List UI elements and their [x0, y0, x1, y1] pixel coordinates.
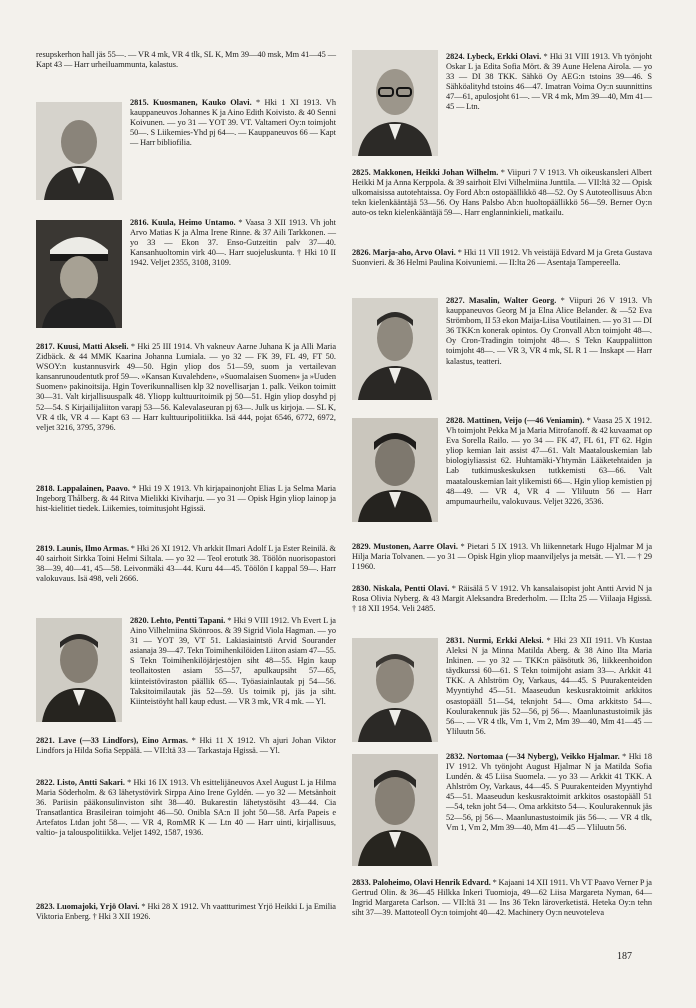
entry-2832: 2832. Nortomaa (—34 Nyberg), Veikko Hjalmar. * Hki 18 IV 1912. Vh työnjoht August Hjalmar N ja Matilda Sofia Lundén. & 45 Liisa Suomela. — yo 33 — Arkkit 41 TKK. A Ahlström Oy, Varkaus, 44—45. S Puurakenteiden Myyntiyhd 45—51. Maaseudun keskusraktoimit arkkitos osastopääll 51—54, tekn joht 54—. Oma arkkitsto 54—. Koulurakennuk jäs 52—56, pj 56—. Maanlunastustoimik jäs 56—. — VR 4 tlk, Vm 1, Vm 2, Mm 39—40, Mm 41—45 — Yliluutn 56.	[446, 752, 652, 832]
entry-2815: 2815. Kuosmanen, Kauko Olavi. * Hki 1 XI 1913. Vh kauppaneuvos Johannes K ja Aino Edith Koivisto. & 40 Senni Koivunen. — yo 31 — YOT 39. VT. Valtameri Oy:n toimjoht 50—. S Liikemies-Yhd pj 64—. — Kauppaneuvos 66 — Kapt — Harr bibliofilia.	[130, 98, 336, 148]
portrait-photo-2832	[352, 754, 438, 866]
portrait-photo-2815	[36, 102, 122, 200]
portrait-photo-2831	[352, 638, 438, 742]
entry-2819: 2819. Launis, Ilmo Armas. * Hki 26 XI 1912. Vh arkkit Ilmari Adolf L ja Ester Reinilä. & 40 sairhoit Sirkka Toini Helmi Siltala. — yo 32 — Teol erotutk 38. Töölön nuorisopastori 38—39, 40—41, 45—58. Leivonmäki 43—44. Kuru 44—45. Töölön I kappal 59—. Harr valokuvaus. Isä 498, veli 2666.	[36, 544, 336, 584]
portrait-photo-2820	[36, 618, 122, 722]
entry-2825: 2825. Makkonen, Heikki Johan Wilhelm. * Viipuri 7 V 1913. Vh oikeuskansleri Albert Heikki M ja Anna Kerppola. & 39 sairhoit Elvi Vilhelmiina Junttila. — VII:ltä 32 — Opisk ulkomaisissa autotehtaissa. Oy Ford Ab:n ostopäällikkö 48—52. Oy S Autoteollisuus Ab:n tekn kielenkääntäjä 53—56. Oy Hans Palsbo Ab:n huoltopäällikkö 56—59. Berner Oy:n auto-os tekn kielenkääntäjä 59—. Harr englanninkieli, matkailu.	[352, 168, 652, 218]
entry-2821: 2821. Lave (—33 Lindfors), Eino Armas. * Hki 11 X 1912. Vh ajuri Johan Viktor Lindfors ja Hilda Sofia Seppälä. — VII:ltä 33 — Tarkastaja Hgissä. — Yl.	[36, 736, 336, 756]
entry-2833: 2833. Paloheimo, Olavi Henrik Edvard. * Kajaani 14 XII 1911. Vh VT Paavo Verner P ja Gertrud Olin. & 36—45 Hilkka Inkeri Tuomioja, 49—62 Liisa Margareta Nyman, 64— Ingrid Margareta Carlson. — VII:ltä 31 — Ins 36 Tekn läroverketistä. Heteka Oy:n tehn siht 37—39. Mattoteoll Oy:n toimjoht 40—42. Machinery Oy:n neuvoteleva	[352, 878, 652, 918]
entry-2817: 2817. Kuusi, Matti Akseli. * Hki 25 III 1914. Vh vakneuv Aarne Juhana K ja Alli Maria Zidbäck. & 44 MMK Kaarina Johanna Lumiala. — yo 32 — FK 39, FL 49, FT 50. WSOY:n kustannusvirk 49—50. Hgin yliop dos 51—59, suom ja vertailevan kansanrunoudentutk prof 59—. »Kansan Kuvalehden», »Suomalaisen Suomen» ja »Uuden Suomen» pakinoitsija. Hgin Toverikunnallisen klp 32 novellisarjan 1. palk. Veikon toimitt 30—31. Valt kirjallisuuspalk 48. Yliopp kulttuuritoimik pj 50—51. Hgin yliop dosyhd pj 52—54. S Kirjailijaliiton varapj 53—56. Kalevalaseuran pj 63—. Julk us kirjoja. — SL K, VR 4 tlk, VR 4 — Kapt 63 — Harr kulttuuripolitiikka. Isä 444, pojat 6546, 6772, 6972, veljet 3216, 3795, 3796.	[36, 342, 337, 432]
portrait-photo-2828	[352, 418, 438, 522]
entry-2829: 2829. Mustonen, Aarre Olavi. * Pietari 5 IX 1913. Vh liikennetark Hugo Hjalmar M ja Hilja Maria Tolvanen. — yo 31 — Opisk Hgin yliop maanviljelys ja metsät. — Yl. — † 29 I 1960.	[352, 542, 652, 572]
entry-2816: 2816. Kuula, Heimo Untamo. * Vaasa 3 XII 1913. Vh joht Arvo Matias K ja Alma Irene Rinne. & 37 Aili Tarkkonen. — yo 33 — Ekon 37. Enso-Gutzeitin palv 37—40. Kansanhuoltomin virk 40—. Harr suojeluskunta. † Hki 10 II 1942. Veljet 2355, 3108, 3109.	[130, 218, 336, 268]
page-number: 187	[617, 951, 632, 962]
entry-2826: 2826. Marja-aho, Arvo Olavi. * Hki 11 VII 1912. Vh veistäjä Edvard M ja Greta Gustava Suonvieri. & 36 Helmi Paulina Koivuniemi. — II:lta 26 — Asentaja Tampereella.	[352, 248, 653, 268]
portrait-photo-2824	[352, 50, 438, 156]
entry-2831: 2831. Nurmi, Erkki Aleksi. * Hki 23 XII 1911. Vh Kustaa Aleksi N ja Minna Matilda Aberg. & 38 Aino Ilta Maria Inkinen. — yo 32 — TKK:n pääsötutk 36, liikkeenhoidon täydkurssi 60—61. S Tekn toimijoht asiam 33—. Arkkit 41 TKK. A Ahlström Oy, Varkaus, 44—45. S Puurakenteiden Myyntiyhd 45—51. Maaseudun keskusraktoimit arkkitos osastopääll 51—54, teknjoht 54—. Oma arkkitsto 54—. Koulurakennuk jäs 52—56, pj 56—. Maanlunastustoimik jäs 56—. — VR 4 tlk, Vm 1, Vm 2, Mm 39—40, Mm 41—45 — Yliluutn 56.	[446, 636, 652, 736]
entry-2824: 2824. Lybeck, Erkki Olavi. * Hki 31 VIII 1913. Vh työnjoht Oskar L ja Edita Sofia Mört. & 39 Aune Helena Airola. — yo 33 — DI 38 TKK. Sähkö Oy AEG:n tstoins 39—46. S Sähköalityhd tstoins 46—47. Imatran Voima Oy:n suunnittins 47—61, apulosjoht 61—. — VR 4 mk, Mm 39—40, Mm 41—45 — Ltn.	[446, 52, 653, 112]
entry-2822: 2822. Listo, Antti Sakari. * Hki 16 IX 1913. Vh esittelijäneuvos Axel August L ja Hilma Maria Söderholm. & 63 lähetystövirk Sirppa Aino Irene Gyldén. — yo 32 — Metsänhoit 36. Pariisin pääkonsulinviston siht 38—40. Bukarestin lähetystösiht 43—44. Cia Transatlantica Brasileiran toimjoht 46—50. Onibla SA:n II joht 50—58. Arfa Papeis e Artefatos Ltdan joht 58—. — VR 4, RomMR K — Ltn 40 — Harr uinti, kirjallisuus, valtio- ja talouspolitiikka. Veljet 1492, 1587, 1936.	[36, 778, 336, 838]
entry-2827: 2827. Masalin, Walter Georg. * Viipuri 26 V 1913. Vh kauppaneuvos Georg M ja Elna Alice Belander. & —52 Eva Strömbom, II 53 ekon Maija-Liisa Voutilainen. — yo 31 — DI 36 TKK:n konerak opintos. Oy Cronvall Ab:n toimjoht 48—. Oy Cron-Tradingin toimjoht 48—. S Tekn Kauppaliitton toimjoht 48—. — VR 3, VR 4 mk, SL R 1 — Inskapt — Harr kalastus, teatteri.	[446, 296, 652, 366]
portrait-photo-2816	[36, 220, 122, 328]
entry-2830: 2830. Niskala, Pentti Olavi. * Räisälä 5 V 1912. Vh kansalaisopist joht Antti Arvid N ja Rosa Olivia Nyberg. & 43 Margit Aleksandra Brederholm. — II:lta 25 — Viilaaja Hgissä. † 18 XII 1954. Veli 2485.	[352, 584, 652, 614]
entry-2818: 2818. Lappalainen, Paavo. * Hki 19 X 1913. Vh kirjapainonjoht Elias L ja Selma Maria Ingeborg Thålberg. & 44 Ritva Mielikki Kiviharju. — yo 31 — Opisk Hgin yliop lainop ja hist-kielitiet tiedek. Liikemies, toimitusjoht Hgissä.	[36, 484, 336, 514]
entry-2828: 2828. Mattinen, Veijo (—46 Veniamin). * Vaasa 25 X 1912. Vh toimjoht Pekka M ja Maria Mitrofanoff. & 42 kuvaamat op Eva Sorella Railo. — yo 34 — FK 47, FL 61, FT 62. Hgin yliop kemian lait assist 47—61. Valt Maatalouskemian lab biologiyliassist 62. Huhtamäki-Yhtymän Lääketehtaiden ja Lab tutkimuskeskuksen tutkkemisti 63—66. Valt maatalouskemian lait ylikemisti 66—. Hgin yliop kemistien pj 48—49. — VR 4, VR 4 — Yliluutn 56 — Harr ampumaurheilu, valokuvaus. Veljet 3226, 3536.	[446, 416, 652, 506]
continuation-text: resupskerhon hall jäs 55—. — VR 4 mk, VR 4 tlk, SL K, Mm 39—40 msk, Mm 41—45 — Kapt 43 — Harr urheiluammunta, kalastus.	[36, 50, 336, 70]
entry-2820: 2820. Lehto, Pentti Tapani. * Hki 9 VIII 1912. Vh Evert L ja Aino Vilhelmiina Skönroos. & 39 Sigrid Viola Hagman. — yo 31 — YOT 39, VT 51. Lakiasiaintstö Arvid Sourander asianaja 39—47. Tekn Toimihenkilöiden Liiton asiam 47—55. S Tekn Toimihenkilöjärjestöjen siht 48—55. Hgin kaup teollaitosten asiam 55—57, apulkaupsiht 57—65, kiinteistöviraston päällik 65—. Työasiainlautak pj 54—56. Taksitoimilautak jäs 52—59. Us toimik pj, jäs ja siht. Kiinteistöyht hall kaup edust. — VR 3 mk, VR 4 mk. — Yl.	[130, 616, 336, 706]
entry-2823: 2823. Luomajoki, Yrjö Olavi. * Hki 28 X 1912. Vh vaattturimest Yrjö Heikki L ja Emilia Viktoria Enberg. † Hki 3 XII 1926.	[36, 902, 336, 922]
portrait-photo-2827	[352, 298, 438, 400]
